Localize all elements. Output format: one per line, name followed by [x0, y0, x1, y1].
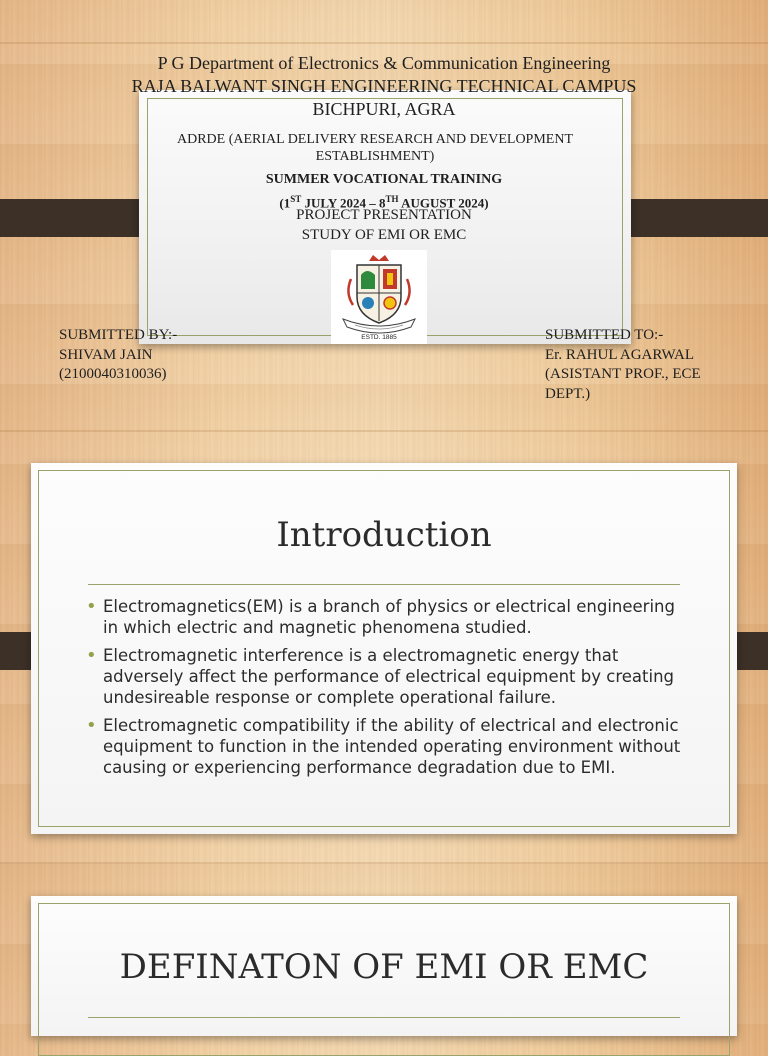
title-divider [88, 1017, 680, 1018]
wood-seam [0, 42, 768, 44]
student-name: SHIVAM JAIN [59, 346, 153, 363]
student-roll-number: (2100040310036) [59, 366, 167, 382]
submitted-by-block [59, 326, 177, 385]
submitted-by-label: SUBMITTED BY:- [59, 327, 178, 343]
definition-slide-card [31, 896, 737, 1036]
guide-designation: (ASISTANT PROF., ECE DEPT.) [545, 366, 701, 402]
organization-name: ADRDE (AERIAL DELIVERY RESEARCH AND DEVELOPMENT ESTABLISHMENT) [177, 132, 573, 164]
topic-title: STUDY OF EMI OR EMC [301, 227, 467, 243]
department-heading: P G Department of Electronics & Communication Engineering [157, 53, 611, 73]
submitted-to-label: SUBMITTED TO:- [545, 327, 664, 343]
training-title: SUMMER VOCATIONAL TRAINING [265, 172, 503, 187]
guide-name: Er. RAHUL AGARWAL [545, 346, 695, 363]
campus-heading: RAJA BALWANT SINGH ENGINEERING TECHNICAL CAMPUS [131, 76, 637, 96]
crest-icon [335, 253, 423, 341]
submitted-to-block [545, 326, 735, 404]
wood-seam [0, 862, 768, 864]
introduction-title: Introduction [276, 515, 492, 555]
bullet-item: • Electromagnetic interference is a electromagnetic energy that adversely affect the performance of electrical equipment by creating undesireable response or complete operational failure. [88, 645, 688, 708]
presentation-label: PROJECT PRESENTATION [296, 207, 472, 223]
training-dates: (1ST JULY 2024 – 8TH AUGUST 2024) [279, 194, 489, 211]
definition-title: DEFINATON OF EMI OR EMC [119, 947, 649, 987]
introduction-slide-card [31, 463, 737, 834]
location-heading: BICHPURI, AGRA [312, 99, 456, 119]
college-crest-logo [331, 250, 427, 344]
title-divider [88, 584, 680, 585]
svg-text:ESTD. 1885: ESTD. 1885 [361, 334, 397, 341]
introduction-bullet-list [88, 596, 688, 785]
bullet-item: • Electromagnetic compatibility if the ability of electrical and electronic equipment to function in the intended operating environment without causing or experiencing performance degradation due to EMI. [88, 715, 688, 778]
bullet-item: • Electromagnetics(EM) is a branch of physics or electrical engineering in which electric and magnetic phenomena studied. [88, 596, 688, 638]
wood-seam [0, 430, 768, 432]
